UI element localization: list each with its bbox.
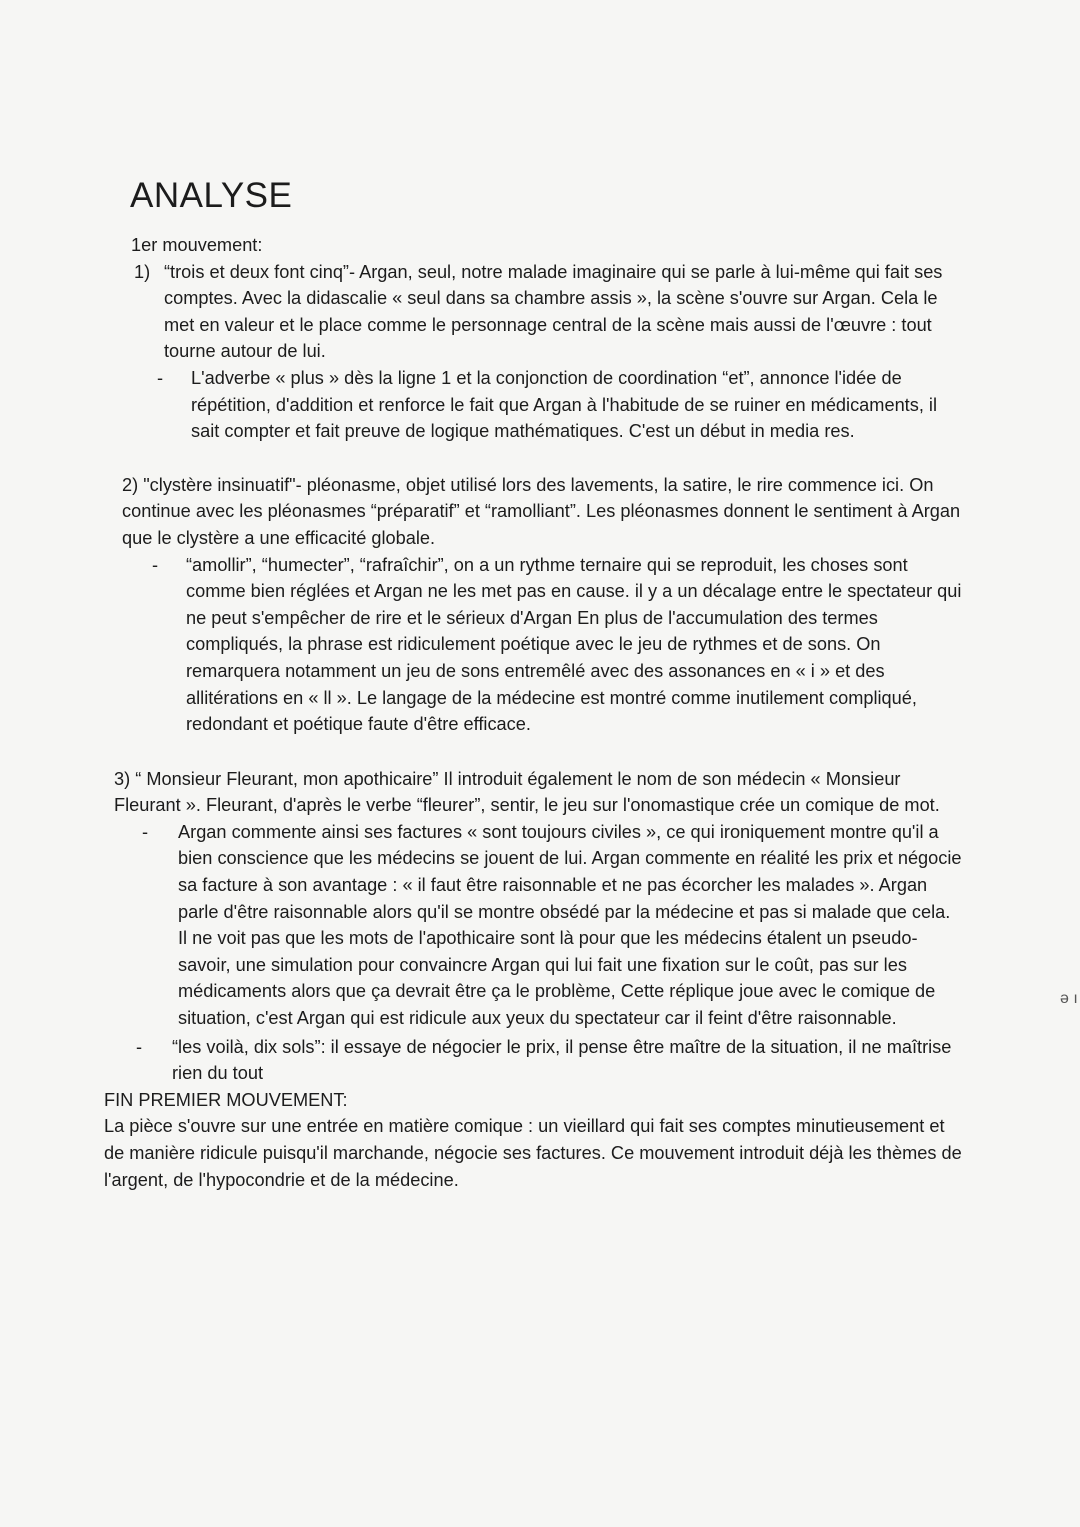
point-3-bullet-2-text: “les voilà, dix sols”: il essaye de négocier le prix, il pense être maître de la situation, il ne maîtrise rien du tout	[172, 1036, 952, 1084]
fin-heading: FIN PREMIER MOUVEMENT:	[104, 1089, 348, 1110]
bullet-dash: -	[157, 367, 164, 388]
point-3-bullet-2	[136, 1034, 964, 1087]
point-2-text: 2) "clystère insinuatif"- pléonasme, objet utilisé lors des lavements, la satire, le rire commence ici. On continue avec les pléonasmes “préparatif” et “ramolliant”. Les pléonasmes donnent le sentiment à Argan que le clystère a une efficacité globale.	[122, 474, 961, 548]
point-1-bullet	[157, 365, 964, 445]
point-1-number: 1)	[134, 261, 151, 282]
bullet-dash: -	[136, 1036, 143, 1057]
point-1-bullet-text: L'adverbe « plus » dès la ligne 1 et la conjonction de coordination “et”, annonce l'idée de répétition, d'addition et renforce le fait que Argan à l'habitude de se ruiner en médicaments, il sait compter et fait preuve de logique mathématiques. C'est un début in media res.	[191, 367, 938, 442]
point-2-bullet-text: “amollir”, “humecter”, “rafraîchir”, on a un rythme ternaire qui se reproduit, les choses sont comme bien réglées et Argan ne les met pas en cause. il y a un décalage entre le spectateur qui ne peut s'empêcher de rire et le sérieux d'Argan En plus de l'accumulation des termes compliqués, la phrase est ridiculement poétique avec le jeu de rythmes et de sons. On remarquera notamment un jeu de sons entremêlé avec des assonances en « i » et des allitérations en « ll ». Le langage de la médecine est montré comme inutilement compliqué, redondant et poétique faute d'être efficace.	[186, 554, 962, 735]
bullet-dash: -	[142, 821, 149, 842]
page-title: ANALYSE	[130, 176, 293, 215]
point-3-text: 3) “ Monsieur Fleurant, mon apothicaire” Il introduit également le nom de son médecin « Monsieur Fleurant ». Fleurant, d'après le verbe “fleurer”, sentir, le jeu sur l'onomastique crée un comique de mot.	[114, 768, 940, 816]
point-2-bullet	[152, 552, 964, 738]
point-3	[114, 766, 964, 819]
point-2	[122, 472, 964, 552]
point-3-bullet-1	[142, 819, 964, 1032]
movement-label: 1er mouvement:	[131, 235, 263, 255]
bullet-dash: -	[152, 554, 159, 575]
point-1-text: “trois et deux font cinq”- Argan, seul, notre malade imaginaire qui se parle à lui-même qui fait ses comptes. Avec la didascalie « seul dans sa chambre assis », la scène s'ouvre sur Argan. Cela le met en valeur et le place comme le personnage central de la scène mais aussi de l'œuvre : tout tourne autour de lui.	[164, 261, 943, 362]
point-1	[134, 259, 964, 365]
conclusion-text: La pièce s'ouvre sur une entrée en matière comique : un vieillard qui fait ses comptes minutieusement et de manière ridicule puisqu'il marchande, négocie ses factures. Ce mouvement introduit déjà les thèmes de l'argent, de l'hypocondrie et de la médecine.	[104, 1116, 962, 1190]
margin-mark: ə ı	[1060, 990, 1078, 1007]
point-3-bullet-1-text: Argan commente ainsi ses factures « sont toujours civiles », ce qui ironiquement montre qu'il a bien conscience que les médecins se jouent de lui. Argan commente en réalité les prix et négocie sa facture à son avantage : « il faut être raisonnable et ne pas écorcher les malades ». Argan parle d'être raisonnable alors qu'il se montre obsédé par la médecine et pas si malade que cela. Il ne voit pas que les mots de l'apothicaire sont là pour que les médecins étalent un pseudo-savoir, une simulation pour convaincre Argan qui lui fait une fixation sur le coût, pas sur les médicaments alors que ça devrait être ça le problème, Cette réplique joue avec le comique de situation, c'est Argan qui est ridicule aux yeux du spectateur car il feint d'être raisonnable.	[178, 821, 962, 1029]
analysis-content	[104, 232, 964, 1193]
